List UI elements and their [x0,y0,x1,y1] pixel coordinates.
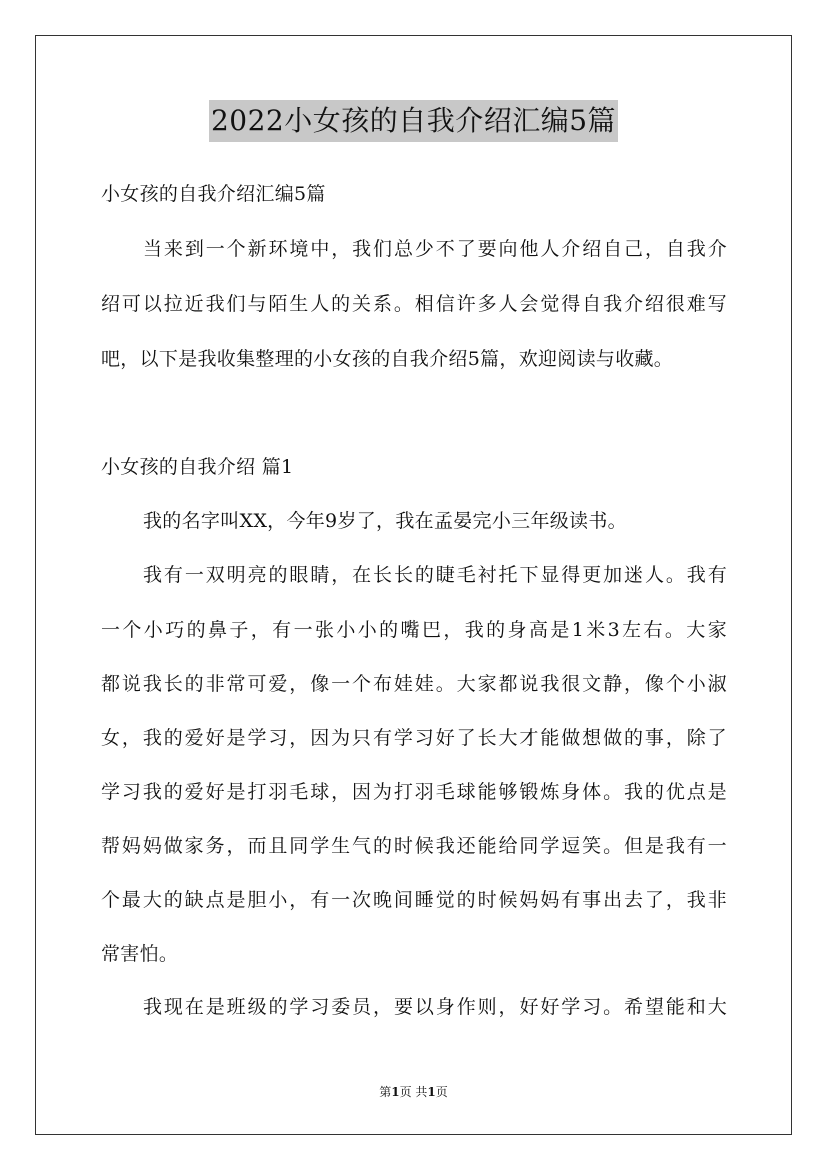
para1-line: 我的名字叫XX，今年9岁了，我在孟晏完小三年级读书。 [143,510,627,532]
section-heading: 小女孩的自我介绍 篇1 [101,456,294,478]
title-container [0,100,827,142]
para2-line-2: 一个小巧的鼻子，有一张小小的嘴巴，我的身高是1米3左右。大家 [101,619,727,641]
para2-line-4: 女，我的爱好是学习，因为只有学习好了长大才能做想做的事，除了 [101,727,727,749]
para2-line-3: 都说我长的非常可爱，像一个布娃娃。大家都说我很文静，像个小淑 [101,673,727,695]
footer-prefix: 第 [379,1085,392,1099]
intro-line-1: 当来到一个新环境中，我们总少不了要向他人介绍自己，自我介 [143,238,727,260]
document-title: 2022小女孩的自我介绍汇编5篇 [209,100,618,142]
para3-line-1: 我现在是班级的学习委员，要以身作则，好好学习。希望能和大 [143,996,727,1018]
footer-current-page: 1 [391,1085,400,1099]
footer-mid: 页 共 [399,1085,428,1099]
para2-line-1: 我有一双明亮的眼睛，在长长的睫毛衬托下显得更加迷人。我有 [143,564,727,586]
para2-line-7: 个最大的缺点是胆小，有一次晚间睡觉的时候妈妈有事出去了，我非 [101,889,727,911]
subtitle: 小女孩的自我介绍汇编5篇 [101,183,326,205]
para2-line-5: 学习我的爱好是打羽毛球，因为打羽毛球能够锻炼身体。我的优点是 [101,781,727,803]
para2-line-6: 帮妈妈做家务，而且同学生气的时候我还能给同学逗笑。但是我有一 [101,835,727,857]
intro-line-2: 绍可以拉近我们与陌生人的关系。相信许多人会觉得自我介绍很难写 [101,293,727,315]
page-footer [0,1084,827,1100]
intro-line-3: 吧，以下是我收集整理的小女孩的自我介绍5篇，欢迎阅读与收藏。 [101,348,674,370]
footer-suffix: 页 [435,1085,448,1099]
footer-total-pages: 1 [427,1085,436,1099]
para2-line-8: 常害怕。 [101,943,179,965]
